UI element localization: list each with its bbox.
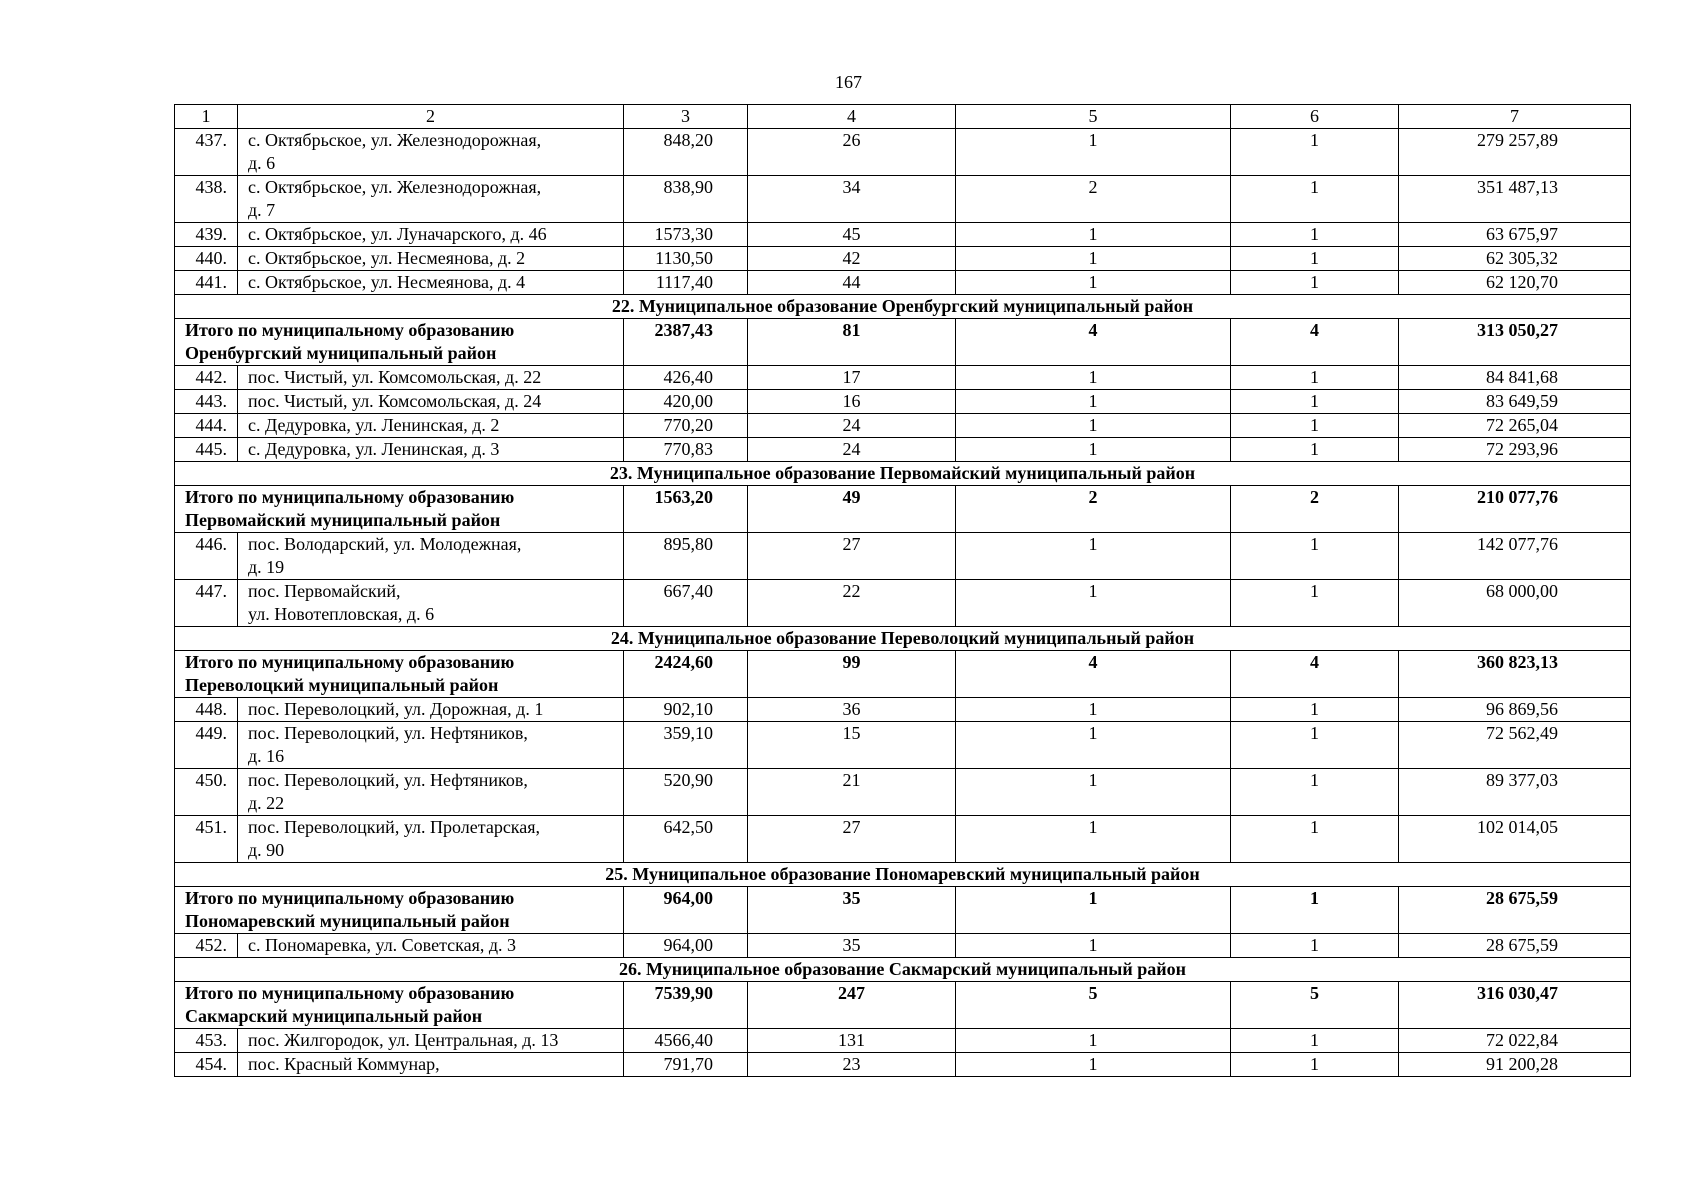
cell-address: пос. Переволоцкий, ул. Нефтяников, д. 16 — [238, 722, 624, 769]
cell-residents: 44 — [748, 271, 956, 295]
table-row — [175, 223, 1631, 247]
cell-residents: 22 — [748, 580, 956, 627]
table-row — [175, 247, 1631, 271]
total-row — [175, 319, 1631, 366]
table-row — [175, 769, 1631, 816]
cell-residents: 81 — [748, 319, 956, 366]
cell-amount: 62 305,32 — [1399, 247, 1631, 271]
cell-amount: 28 675,59 — [1399, 887, 1631, 934]
cell-col5: 2 — [956, 486, 1231, 533]
cell-number: 438. — [175, 176, 238, 223]
table-row — [175, 390, 1631, 414]
table-row — [175, 271, 1631, 295]
cell-col6: 4 — [1231, 651, 1399, 698]
cell-col5: 1 — [956, 390, 1231, 414]
cell-col6: 1 — [1231, 533, 1399, 580]
cell-col6: 2 — [1231, 486, 1399, 533]
cell-area: 420,00 — [624, 390, 748, 414]
cell-number: 443. — [175, 390, 238, 414]
cell-address: пос. Переволоцкий, ул. Нефтяников, д. 22 — [238, 769, 624, 816]
cell-address: с. Пономаревка, ул. Советская, д. 3 — [238, 934, 624, 958]
cell-number: 444. — [175, 414, 238, 438]
column-number: 3 — [624, 105, 748, 129]
cell-col5: 5 — [956, 982, 1231, 1029]
cell-amount: 72 265,04 — [1399, 414, 1631, 438]
table-row — [175, 438, 1631, 462]
cell-amount: 72 562,49 — [1399, 722, 1631, 769]
total-label: Итого по муниципальному образованию Оренбургский муниципальный район — [175, 319, 624, 366]
cell-address: пос. Жилгородок, ул. Центральная, д. 13 — [238, 1029, 624, 1053]
cell-col5: 1 — [956, 438, 1231, 462]
cell-col5: 1 — [956, 580, 1231, 627]
cell-col6: 1 — [1231, 223, 1399, 247]
table-row — [175, 722, 1631, 769]
cell-address: с. Дедуровка, ул. Ленинская, д. 3 — [238, 438, 624, 462]
table-row — [175, 129, 1631, 176]
cell-area: 838,90 — [624, 176, 748, 223]
cell-col6: 1 — [1231, 414, 1399, 438]
cell-col5: 1 — [956, 1053, 1231, 1077]
cell-col5: 1 — [956, 271, 1231, 295]
column-number: 5 — [956, 105, 1231, 129]
cell-amount: 68 000,00 — [1399, 580, 1631, 627]
cell-col6: 1 — [1231, 176, 1399, 223]
table-row — [175, 366, 1631, 390]
cell-amount: 210 077,76 — [1399, 486, 1631, 533]
table-row — [175, 934, 1631, 958]
cell-amount: 360 823,13 — [1399, 651, 1631, 698]
cell-col5: 1 — [956, 722, 1231, 769]
cell-amount: 142 077,76 — [1399, 533, 1631, 580]
table-row — [175, 1029, 1631, 1053]
cell-col6: 1 — [1231, 247, 1399, 271]
column-number: 7 — [1399, 105, 1631, 129]
cell-number: 446. — [175, 533, 238, 580]
section-title: 25. Муниципальное образование Пономаревский муниципальный район — [175, 863, 1631, 887]
cell-address: с. Дедуровка, ул. Ленинская, д. 2 — [238, 414, 624, 438]
cell-address: с. Октябрьское, ул. Несмеянова, д. 4 — [238, 271, 624, 295]
cell-address: пос. Переволоцкий, ул. Пролетарская, д. 90 — [238, 816, 624, 863]
cell-residents: 35 — [748, 887, 956, 934]
cell-residents: 36 — [748, 698, 956, 722]
cell-number: 447. — [175, 580, 238, 627]
column-number: 4 — [748, 105, 956, 129]
cell-col6: 1 — [1231, 1053, 1399, 1077]
cell-col5: 1 — [956, 414, 1231, 438]
cell-address: с. Октябрьское, ул. Несмеянова, д. 2 — [238, 247, 624, 271]
table-row — [175, 816, 1631, 863]
cell-area: 520,90 — [624, 769, 748, 816]
cell-col5: 4 — [956, 319, 1231, 366]
cell-col5: 1 — [956, 247, 1231, 271]
cell-area: 1563,20 — [624, 486, 748, 533]
section-title: 22. Муниципальное образование Оренбургский муниципальный район — [175, 295, 1631, 319]
column-number: 1 — [175, 105, 238, 129]
cell-amount: 84 841,68 — [1399, 366, 1631, 390]
cell-number: 437. — [175, 129, 238, 176]
cell-residents: 27 — [748, 816, 956, 863]
section-title: 24. Муниципальное образование Переволоцкий муниципальный район — [175, 627, 1631, 651]
cell-address: пос. Чистый, ул. Комсомольская, д. 22 — [238, 366, 624, 390]
cell-address: с. Октябрьское, ул. Железнодорожная, д. 7 — [238, 176, 624, 223]
cell-amount: 316 030,47 — [1399, 982, 1631, 1029]
cell-area: 848,20 — [624, 129, 748, 176]
cell-residents: 99 — [748, 651, 956, 698]
cell-number: 452. — [175, 934, 238, 958]
cell-residents: 34 — [748, 176, 956, 223]
cell-area: 642,50 — [624, 816, 748, 863]
cell-col5: 1 — [956, 816, 1231, 863]
cell-number: 454. — [175, 1053, 238, 1077]
cell-number: 445. — [175, 438, 238, 462]
cell-number: 440. — [175, 247, 238, 271]
cell-number: 442. — [175, 366, 238, 390]
total-row — [175, 982, 1631, 1029]
table-row — [175, 533, 1631, 580]
cell-residents: 49 — [748, 486, 956, 533]
section-heading-row — [175, 863, 1631, 887]
cell-residents: 26 — [748, 129, 956, 176]
cell-number: 441. — [175, 271, 238, 295]
cell-area: 902,10 — [624, 698, 748, 722]
total-label: Итого по муниципальному образованию Пономаревский муниципальный район — [175, 887, 624, 934]
cell-number: 453. — [175, 1029, 238, 1053]
cell-address: с. Октябрьское, ул. Луначарского, д. 46 — [238, 223, 624, 247]
column-number: 6 — [1231, 105, 1399, 129]
cell-col6: 1 — [1231, 698, 1399, 722]
cell-col6: 1 — [1231, 1029, 1399, 1053]
cell-col6: 5 — [1231, 982, 1399, 1029]
column-number: 2 — [238, 105, 624, 129]
cell-amount: 89 377,03 — [1399, 769, 1631, 816]
cell-residents: 21 — [748, 769, 956, 816]
cell-area: 667,40 — [624, 580, 748, 627]
cell-area: 895,80 — [624, 533, 748, 580]
cell-col6: 1 — [1231, 887, 1399, 934]
section-heading-row — [175, 462, 1631, 486]
cell-col6: 1 — [1231, 366, 1399, 390]
table-row — [175, 698, 1631, 722]
cell-address: пос. Чистый, ул. Комсомольская, д. 24 — [238, 390, 624, 414]
cell-area: 4566,40 — [624, 1029, 748, 1053]
cell-col6: 1 — [1231, 816, 1399, 863]
cell-residents: 17 — [748, 366, 956, 390]
cell-area: 1573,30 — [624, 223, 748, 247]
cell-area: 2424,60 — [624, 651, 748, 698]
cell-area: 770,20 — [624, 414, 748, 438]
cell-area: 426,40 — [624, 366, 748, 390]
cell-address: пос. Переволоцкий, ул. Дорожная, д. 1 — [238, 698, 624, 722]
column-number-row — [175, 105, 1631, 129]
cell-residents: 16 — [748, 390, 956, 414]
cell-col5: 1 — [956, 533, 1231, 580]
cell-col6: 1 — [1231, 934, 1399, 958]
cell-amount: 83 649,59 — [1399, 390, 1631, 414]
total-label: Итого по муниципальному образованию Переволоцкий муниципальный район — [175, 651, 624, 698]
table-row — [175, 414, 1631, 438]
cell-col5: 2 — [956, 176, 1231, 223]
cell-residents: 131 — [748, 1029, 956, 1053]
table-row — [175, 1053, 1631, 1077]
cell-col6: 1 — [1231, 769, 1399, 816]
cell-col5: 1 — [956, 934, 1231, 958]
cell-address: пос. Первомайский, ул. Новотепловская, д. 6 — [238, 580, 624, 627]
cell-residents: 24 — [748, 414, 956, 438]
total-row — [175, 887, 1631, 934]
cell-number: 450. — [175, 769, 238, 816]
cell-area: 2387,43 — [624, 319, 748, 366]
cell-col6: 1 — [1231, 580, 1399, 627]
cell-col5: 1 — [956, 887, 1231, 934]
cell-address: с. Октябрьское, ул. Железнодорожная, д. 6 — [238, 129, 624, 176]
cell-amount: 63 675,97 — [1399, 223, 1631, 247]
cell-area: 964,00 — [624, 887, 748, 934]
cell-number: 448. — [175, 698, 238, 722]
cell-number: 449. — [175, 722, 238, 769]
cell-area: 359,10 — [624, 722, 748, 769]
section-heading-row — [175, 627, 1631, 651]
cell-residents: 35 — [748, 934, 956, 958]
housing-register-table — [174, 104, 1631, 1077]
cell-amount: 351 487,13 — [1399, 176, 1631, 223]
section-heading-row — [175, 295, 1631, 319]
total-label: Итого по муниципальному образованию Сакмарский муниципальный район — [175, 982, 624, 1029]
cell-residents: 45 — [748, 223, 956, 247]
cell-col6: 1 — [1231, 438, 1399, 462]
cell-col5: 1 — [956, 769, 1231, 816]
cell-area: 1117,40 — [624, 271, 748, 295]
cell-number: 439. — [175, 223, 238, 247]
cell-residents: 27 — [748, 533, 956, 580]
cell-amount: 72 293,96 — [1399, 438, 1631, 462]
cell-col5: 1 — [956, 129, 1231, 176]
cell-residents: 247 — [748, 982, 956, 1029]
cell-amount: 28 675,59 — [1399, 934, 1631, 958]
cell-col5: 4 — [956, 651, 1231, 698]
cell-amount: 102 014,05 — [1399, 816, 1631, 863]
section-title: 23. Муниципальное образование Первомайский муниципальный район — [175, 462, 1631, 486]
cell-address: пос. Красный Коммунар, — [238, 1053, 624, 1077]
cell-amount: 279 257,89 — [1399, 129, 1631, 176]
cell-area: 7539,90 — [624, 982, 748, 1029]
cell-area: 791,70 — [624, 1053, 748, 1077]
total-label: Итого по муниципальному образованию Первомайский муниципальный район — [175, 486, 624, 533]
page-number: 167 — [835, 72, 862, 92]
cell-amount: 62 120,70 — [1399, 271, 1631, 295]
cell-col6: 4 — [1231, 319, 1399, 366]
cell-residents: 23 — [748, 1053, 956, 1077]
cell-col6: 1 — [1231, 271, 1399, 295]
cell-amount: 96 869,56 — [1399, 698, 1631, 722]
cell-col5: 1 — [956, 223, 1231, 247]
cell-residents: 42 — [748, 247, 956, 271]
table-row — [175, 176, 1631, 223]
cell-area: 1130,50 — [624, 247, 748, 271]
cell-col6: 1 — [1231, 390, 1399, 414]
cell-amount: 91 200,28 — [1399, 1053, 1631, 1077]
cell-col5: 1 — [956, 366, 1231, 390]
cell-area: 770,83 — [624, 438, 748, 462]
cell-col6: 1 — [1231, 129, 1399, 176]
cell-col5: 1 — [956, 698, 1231, 722]
section-title: 26. Муниципальное образование Сакмарский муниципальный район — [175, 958, 1631, 982]
cell-amount: 313 050,27 — [1399, 319, 1631, 366]
cell-residents: 24 — [748, 438, 956, 462]
cell-number: 451. — [175, 816, 238, 863]
cell-area: 964,00 — [624, 934, 748, 958]
total-row — [175, 486, 1631, 533]
section-heading-row — [175, 958, 1631, 982]
cell-amount: 72 022,84 — [1399, 1029, 1631, 1053]
table-row — [175, 580, 1631, 627]
cell-col5: 1 — [956, 1029, 1231, 1053]
cell-address: пос. Володарский, ул. Молодежная, д. 19 — [238, 533, 624, 580]
cell-col6: 1 — [1231, 722, 1399, 769]
cell-residents: 15 — [748, 722, 956, 769]
total-row — [175, 651, 1631, 698]
